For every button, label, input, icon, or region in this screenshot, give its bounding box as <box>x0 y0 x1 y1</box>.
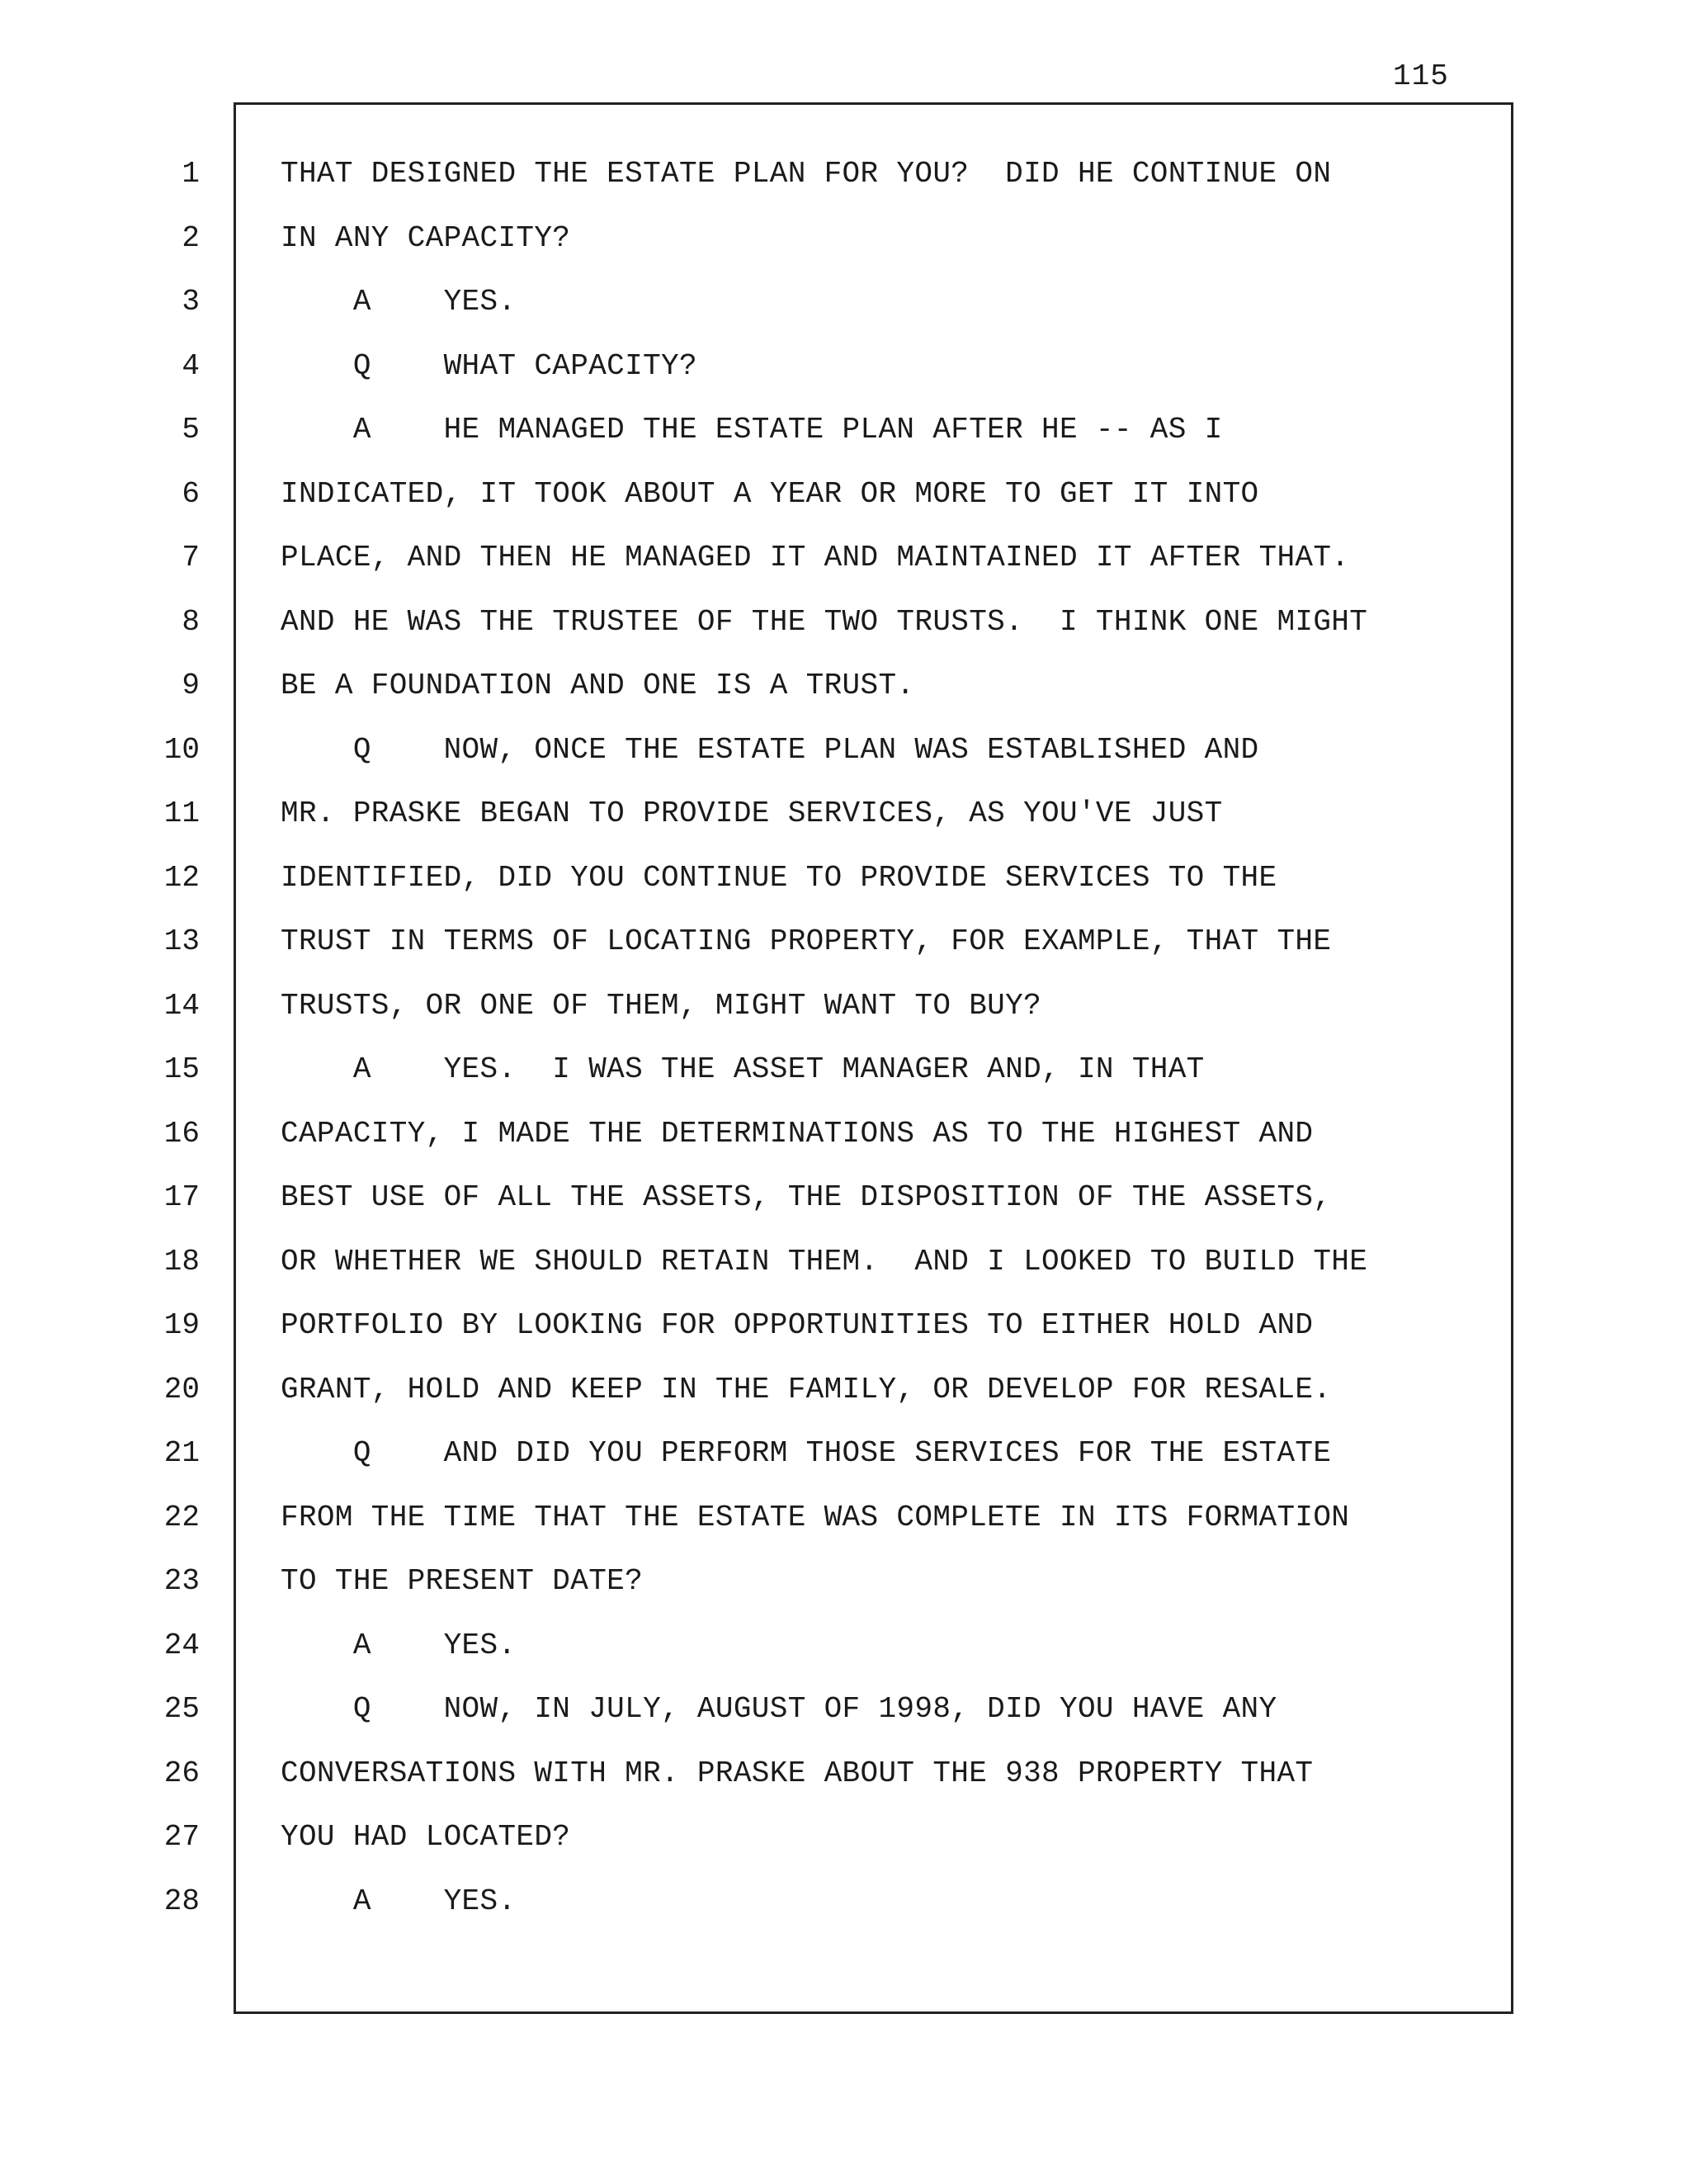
line-text: TRUST IN TERMS OF LOCATING PROPERTY, FOR EXAMPLE, THAT THE <box>281 924 1332 958</box>
transcript-line <box>0 718 1518 782</box>
transcript-line <box>0 846 1518 910</box>
page-number: 115 <box>1393 59 1449 93</box>
line-text: A YES. I WAS THE ASSET MANAGER AND, IN THAT <box>281 1052 1205 1086</box>
transcript-line <box>0 1614 1518 1678</box>
line-text: AND HE WAS THE TRUSTEE OF THE TWO TRUSTS. I THINK ONE MIGHT <box>281 604 1368 639</box>
line-text: OR WHETHER WE SHOULD RETAIN THEM. AND I LOOKED TO BUILD THE <box>281 1244 1368 1279</box>
line-text: INDICATED, IT TOOK ABOUT A YEAR OR MORE TO GET IT INTO <box>281 476 1259 511</box>
transcript-line <box>0 1358 1518 1422</box>
line-text: IDENTIFIED, DID YOU CONTINUE TO PROVIDE SERVICES TO THE <box>281 860 1277 895</box>
line-number: 15 <box>163 1052 200 1086</box>
transcript-line <box>0 974 1518 1038</box>
transcript-line <box>0 1486 1518 1550</box>
line-number: 8 <box>182 604 200 639</box>
line-number: 1 <box>182 157 200 191</box>
transcript-line <box>0 1677 1518 1742</box>
transcript-line <box>0 1230 1518 1294</box>
line-number: 4 <box>182 348 200 383</box>
transcript-line <box>0 1165 1518 1230</box>
transcript-line <box>0 1742 1518 1806</box>
transcript-line <box>0 1293 1518 1358</box>
line-number: 13 <box>163 924 200 958</box>
transcript-line <box>0 910 1518 974</box>
line-text: A YES. <box>281 285 517 319</box>
line-text: Q NOW, ONCE THE ESTATE PLAN WAS ESTABLISHED AND <box>281 732 1259 767</box>
line-number: 14 <box>163 988 200 1023</box>
line-number: 10 <box>163 732 200 767</box>
line-number: 25 <box>163 1692 200 1726</box>
line-number: 16 <box>163 1116 200 1151</box>
line-text: BE A FOUNDATION AND ONE IS A TRUST. <box>281 669 915 702</box>
transcript-line <box>0 270 1518 334</box>
transcript-line <box>0 398 1518 462</box>
line-text: FROM THE TIME THAT THE ESTATE WAS COMPLETE IN ITS FORMATION <box>281 1500 1350 1534</box>
line-number: 24 <box>163 1628 200 1662</box>
line-text: CAPACITY, I MADE THE DETERMINATIONS AS TO THE HIGHEST AND <box>281 1116 1314 1151</box>
transcript-line <box>0 782 1518 846</box>
transcript-line <box>0 1102 1518 1166</box>
line-text: A HE MANAGED THE ESTATE PLAN AFTER HE -- AS I <box>281 413 1223 447</box>
line-number: 19 <box>163 1308 200 1342</box>
line-number: 5 <box>182 413 200 447</box>
line-number: 6 <box>182 476 200 511</box>
line-number: 3 <box>182 285 200 319</box>
line-text: Q AND DID YOU PERFORM THOSE SERVICES FOR THE ESTATE <box>281 1436 1332 1470</box>
transcript-line <box>0 334 1518 399</box>
transcript-line <box>0 1549 1518 1614</box>
line-number: 7 <box>182 541 200 574</box>
transcript-line <box>0 142 1518 206</box>
transcript-line <box>0 526 1518 590</box>
line-text: PORTFOLIO BY LOOKING FOR OPPORTUNITIES TO EITHER HOLD AND <box>281 1308 1314 1342</box>
line-number: 21 <box>163 1436 200 1470</box>
line-number: 27 <box>163 1820 200 1854</box>
line-text: TO THE PRESENT DATE? <box>281 1564 644 1598</box>
line-text: Q WHAT CAPACITY? <box>281 348 697 383</box>
line-text: BEST USE OF ALL THE ASSETS, THE DISPOSITION OF THE ASSETS, <box>281 1180 1332 1214</box>
line-text: GRANT, HOLD AND KEEP IN THE FAMILY, OR DEVELOP FOR RESALE. <box>281 1372 1332 1406</box>
line-text: IN ANY CAPACITY? <box>281 220 571 255</box>
transcript-line <box>0 1805 1518 1870</box>
line-text: A YES. <box>281 1628 517 1662</box>
line-number: 28 <box>163 1884 200 1918</box>
transcript-line <box>0 206 1518 271</box>
line-number: 9 <box>182 669 200 702</box>
line-number: 17 <box>163 1180 200 1214</box>
line-text: A YES. <box>281 1884 517 1918</box>
line-number: 22 <box>163 1500 200 1534</box>
line-number: 11 <box>163 797 200 830</box>
transcript-line <box>0 1870 1518 1934</box>
transcript-line <box>0 654 1518 718</box>
line-number: 20 <box>163 1372 200 1406</box>
line-text: TRUSTS, OR ONE OF THEM, MIGHT WANT TO BUY? <box>281 988 1042 1023</box>
line-number: 18 <box>163 1244 200 1279</box>
line-number: 23 <box>163 1564 200 1598</box>
transcript-line <box>0 1421 1518 1486</box>
line-number: 26 <box>163 1756 200 1790</box>
transcript-line <box>0 1038 1518 1102</box>
line-text: Q NOW, IN JULY, AUGUST OF 1998, DID YOU HAVE ANY <box>281 1692 1277 1726</box>
transcript-line <box>0 462 1518 527</box>
line-text: THAT DESIGNED THE ESTATE PLAN FOR YOU? DID HE CONTINUE ON <box>281 157 1332 191</box>
line-text: MR. PRASKE BEGAN TO PROVIDE SERVICES, AS YOU'VE JUST <box>281 797 1223 830</box>
line-text: YOU HAD LOCATED? <box>281 1820 571 1854</box>
line-number: 2 <box>182 220 200 255</box>
line-number: 12 <box>163 860 200 895</box>
line-text: PLACE, AND THEN HE MANAGED IT AND MAINTAINED IT AFTER THAT. <box>281 541 1350 574</box>
line-text: CONVERSATIONS WITH MR. PRASKE ABOUT THE 938 PROPERTY THAT <box>281 1756 1314 1790</box>
transcript-line <box>0 590 1518 655</box>
